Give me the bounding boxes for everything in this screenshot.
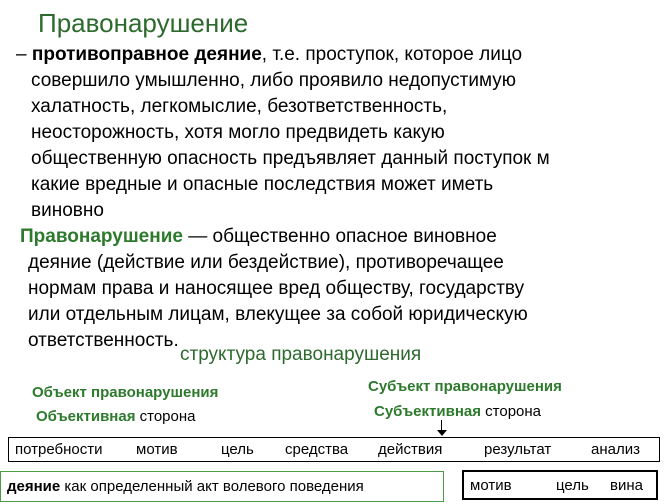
motive-goal-guilt-box (462, 470, 658, 500)
chain-item: результат (484, 441, 552, 458)
chain-item: действия (378, 441, 443, 458)
definition-2-term: Правонарушение (20, 226, 183, 247)
mcv-item: вина (610, 477, 643, 494)
definition-2-line: нормам права и наносящее вред обществу, государству (28, 278, 525, 299)
definition-1-line: неосторожность, хотя могло предвидеть какую (31, 122, 445, 143)
definition-2-line-1-rest: — общественно опасное виновное (182, 226, 497, 247)
object-label: Объект правонарушения (32, 384, 219, 401)
chain-item: потребности (15, 441, 103, 458)
mcv-item: мотив (470, 477, 512, 494)
objective-side (36, 408, 196, 425)
subject-label: Субъект правонарушения (368, 378, 562, 395)
definition-2 (20, 224, 660, 354)
objective-side-term: Объективная (36, 408, 136, 425)
chain-item: цель (221, 441, 254, 458)
definition-2-line: ответственность. (28, 330, 179, 351)
objective-side-rest: сторона (135, 408, 196, 425)
definition-2-line: деяние (действие или бездействие), противоречащее (28, 252, 504, 273)
deed-rest: как определенный акт волевого поведения (60, 478, 364, 495)
chain-item: анализ (591, 441, 640, 458)
definition-1-line-1-rest: , т.е. проступок, которое лицо (261, 44, 523, 65)
definition-2-first-line (20, 224, 660, 250)
dash: – (16, 44, 27, 65)
chain-item: мотив (136, 441, 178, 458)
definition-1-line: общественную опасность предъявляет данный поступок м (31, 148, 550, 169)
structure-title: структура правонарушения (180, 344, 422, 365)
arrow-down-icon (437, 430, 447, 436)
subjective-side-term: Субъективная (374, 403, 481, 420)
subjective-side-rest: сторона (480, 403, 542, 420)
definition-1-line: халатность, легкомыслие, безответственность, (31, 96, 448, 117)
definition-1-line: совершило умышленно, либо проявило недопустимую (31, 70, 517, 91)
definition-1-line: какие вредные и опасные последствия может иметь (31, 174, 494, 195)
subjective-side (374, 403, 541, 420)
definition-1-term: противоправное деяние (31, 44, 262, 65)
chain-item: средства (285, 441, 349, 458)
mcv-item: цель (556, 477, 589, 494)
deed-box (0, 471, 444, 502)
page-title: Правонарушение (38, 8, 249, 38)
definition-1 (16, 42, 656, 224)
deed-term: деяние (7, 478, 61, 495)
definition-1-line: виновно (31, 200, 104, 221)
deed-text (7, 478, 364, 495)
definition-1-first-line (16, 42, 656, 68)
structure-chain (8, 437, 660, 462)
definition-2-line: или отдельным лицам, влекущее за собой юридическую (28, 304, 528, 325)
